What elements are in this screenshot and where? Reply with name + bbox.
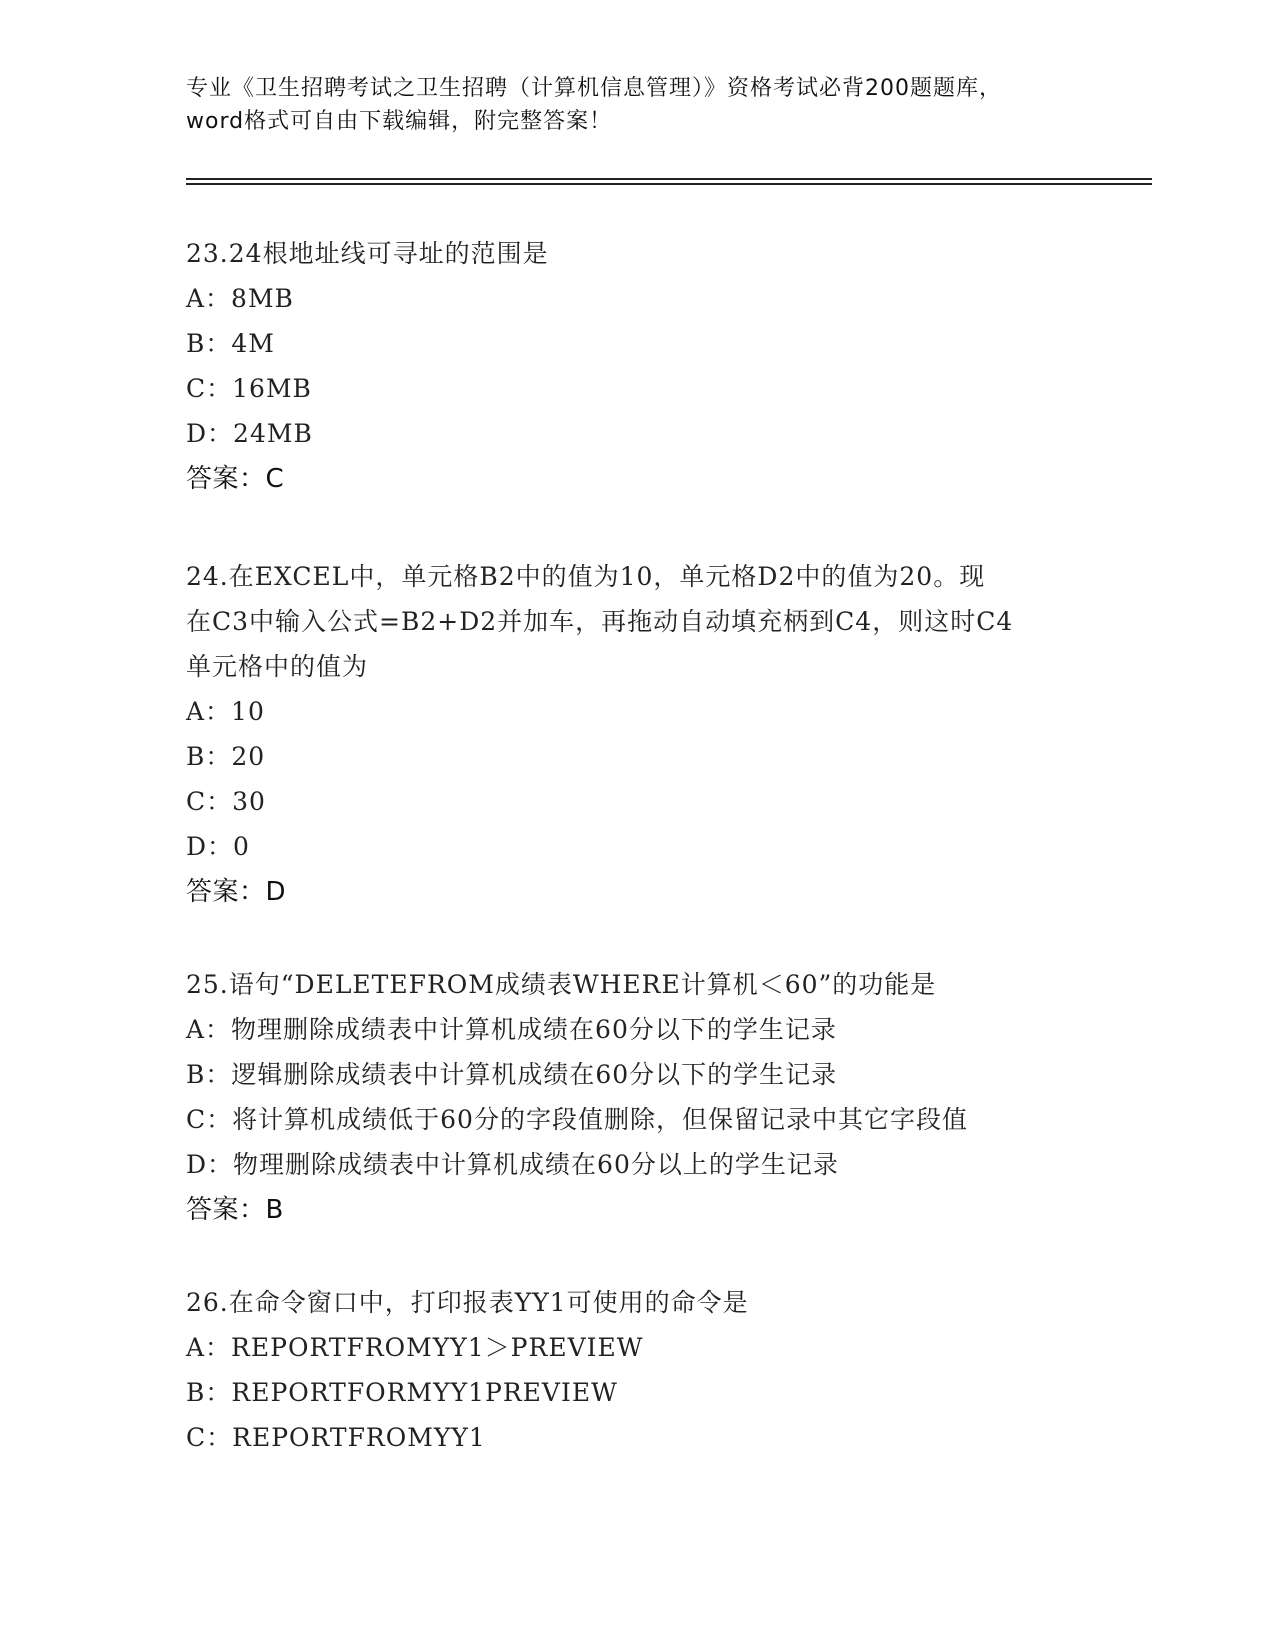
option-b: B：REPORTFORMYY1PREVIEW bbox=[186, 1378, 618, 1407]
question-stem bbox=[186, 231, 1086, 276]
question-stem-line: 单元格中的值为 bbox=[186, 652, 369, 681]
option-b: B：20 bbox=[186, 742, 266, 771]
question-24 bbox=[186, 554, 1086, 915]
header-title-line-1: 专业《卫生招聘考试之卫生招聘（计算机信息管理）》资格考试必背200题题库， bbox=[186, 76, 1002, 101]
question-stem-line: 25.语句“DELETEFROM成绩表WHERE计算机＜60”的功能是 bbox=[186, 970, 937, 999]
question-26 bbox=[186, 1280, 1086, 1460]
header-title-line-2: word格式可自由下载编辑，附完整答案！ bbox=[186, 109, 613, 134]
answer-label: 答案：B bbox=[186, 1195, 284, 1225]
answer-label: 答案：C bbox=[186, 464, 285, 494]
option-a: A：8MB bbox=[186, 284, 294, 313]
option-d: D：24MB bbox=[186, 419, 313, 448]
question-stem bbox=[186, 962, 1086, 1007]
option-b: B：4M bbox=[186, 329, 275, 358]
question-stem-line: 23.24根地址线可寻址的范围是 bbox=[186, 239, 549, 268]
option-d: D：物理删除成绩表中计算机成绩在60分以上的学生记录 bbox=[186, 1150, 839, 1179]
question-stem-line: 26.在命令窗口中，打印报表YY1可使用的命令是 bbox=[186, 1288, 749, 1317]
option-d: D：0 bbox=[186, 832, 250, 861]
option-a: A：10 bbox=[186, 697, 265, 726]
answer-label: 答案：D bbox=[186, 877, 287, 907]
option-c: C：16MB bbox=[186, 374, 312, 403]
option-c: C：REPORTFROMYY1 bbox=[186, 1423, 486, 1452]
option-a: A：物理删除成绩表中计算机成绩在60分以下的学生记录 bbox=[186, 1015, 837, 1044]
option-b: B：逻辑删除成绩表中计算机成绩在60分以下的学生记录 bbox=[186, 1060, 838, 1089]
option-c: C：将计算机成绩低于60分的字段值删除，但保留记录中其它字段值 bbox=[186, 1105, 968, 1134]
question-23 bbox=[186, 231, 1086, 502]
question-stem bbox=[186, 554, 1086, 689]
question-stem-line: 在C3中输入公式=B2+D2并加车，再拖动自动填充柄到C4，则这时C4 bbox=[186, 607, 1014, 636]
header-divider-top bbox=[186, 178, 1152, 180]
option-a: A：REPORTFROMYY1＞PREVIEW bbox=[186, 1333, 644, 1362]
option-c: C：30 bbox=[186, 787, 266, 816]
question-25 bbox=[186, 962, 1086, 1233]
question-stem bbox=[186, 1280, 1086, 1325]
document-header bbox=[186, 72, 1086, 138]
question-stem-line: 24.在EXCEL中，单元格B2中的值为10，单元格D2中的值为20。现 bbox=[186, 562, 986, 591]
header-divider-bottom bbox=[186, 183, 1152, 185]
